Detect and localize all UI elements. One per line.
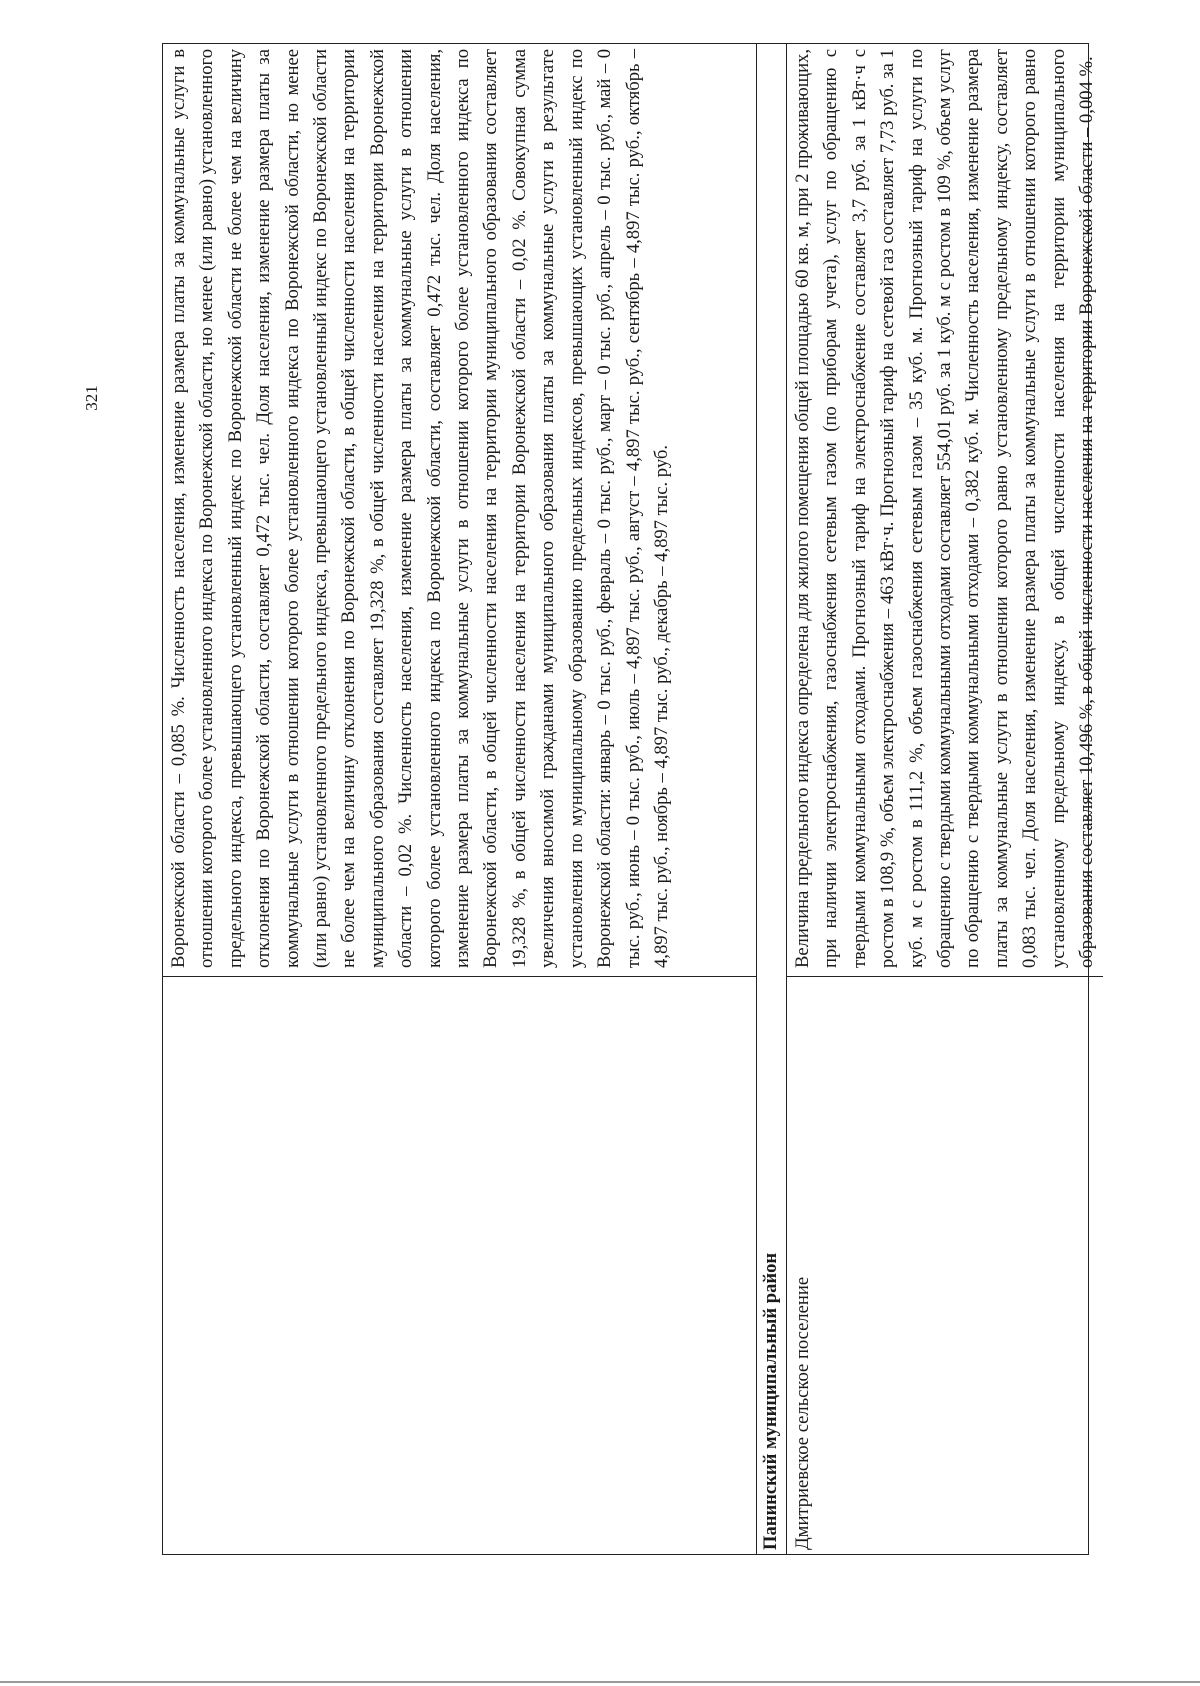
tariff-table [162, 43, 1098, 1555]
table-row [786, 44, 1103, 1554]
municipality-cell: Дмитриевское сельское поселение [787, 976, 1103, 1554]
table-row [163, 44, 756, 1554]
scan-edge-line [0, 1681, 1200, 1683]
municipality-cell [163, 976, 756, 1554]
section-header-row: Панинский муниципальный район [756, 44, 786, 1554]
rotated-table-frame [162, 43, 1098, 1555]
page-number: 321 [82, 385, 101, 411]
description-cell: Величина предельного индекса определена для жилого помещения общей площадью 60 кв. м, при 2 проживающих, при наличии электроснабжения, газоснабжения сетевым газом (по приборам учета), услуг по обращению с твердыми коммунальными отходами. Прогнозный тариф на электроснабжение составляет 3,7 руб. за 1 кВт·ч с ростом в 108,9 %, объем электроснабжения – 463 кВт·ч. Прогнозный тариф на сетевой газ составляет 7,73 руб. за 1 куб. м с ростом в 111,2 %, объем газоснабжения сетевым газом – 35 куб. м. Прогнозный тариф на услуги по обращению с твердыми коммунальными отходами составляет 554,01 руб. за 1 куб. м с ростом в 109 %, объем услуг по обращению с твердыми коммунальными отходами – 0,382 куб. м. Численность населения, изменение размера платы за коммунальные услуги в отношении которого равно установленному предельному индексу, составляет 0,083 тыс. чел. Доля населения, изменение размера платы за коммунальные услуги в отношении которого равно установленному предельному индексу, в общей численности населения на территории муниципального образования составляет 10,496 %, в общей численности населения на территории Воронежской области – 0,004 %. [792, 49, 1098, 968]
description-cell: Воронежской области – 0,085 %. Численность населения, изменение размера платы за коммунальные услуги в отношении которого более установленного индекса по Воронежской области, но менее (или равно) установленного предельного индекса, превышающего установленный индекс по Воронежской области не более чем на величину отклонения по Воронежской области, составляет 0,472 тыс. чел. Доля населения, изменение размера платы за коммунальные услуги в отношении которого более установленного индекса по Воронежской области, но менее (или равно) установленного предельного индекса, превышающего установленный индекс по Воронежской области не более чем на величину отклонения по Воронежской области, в общей численности населения на территории муниципального образования составляет 19,328 %, в общей численности населения на территории Воронежской области – 0,02 %. Численность населения, изменение размера платы за коммунальные услуги в отношении которого более установленного индекса по Воронежской области, составляет 0,472 тыс. чел. Доля населения, изменение размера платы за коммунальные услуги в отношении которого более установленного индекса по Воронежской области, в общей численности населения на территории муниципального образования составляет 19,328 %, в общей численности населения на территории Воронежской области – 0,02 %. Совокупная сумма увеличения вносимой гражданами муниципального образования платы за коммунальные услуги в результате установления по муниципальному образованию предельных индексов, превышающих установленный индекс по Воронежской области: январь – 0 тыс. руб., февраль – 0 тыс. руб., март – 0 тыс. руб., апрель – 0 тыс. руб., май – 0 тыс. руб., июнь – 0 тыс. руб., июль – 4,897 тыс. руб., август – 4,897 тыс. руб., сентябрь – 4,897 тыс. руб., октябрь – 4,897 тыс. руб., ноябрь – 4,897 тыс. руб., декабрь – 4,897 тыс. руб. [168, 49, 672, 968]
